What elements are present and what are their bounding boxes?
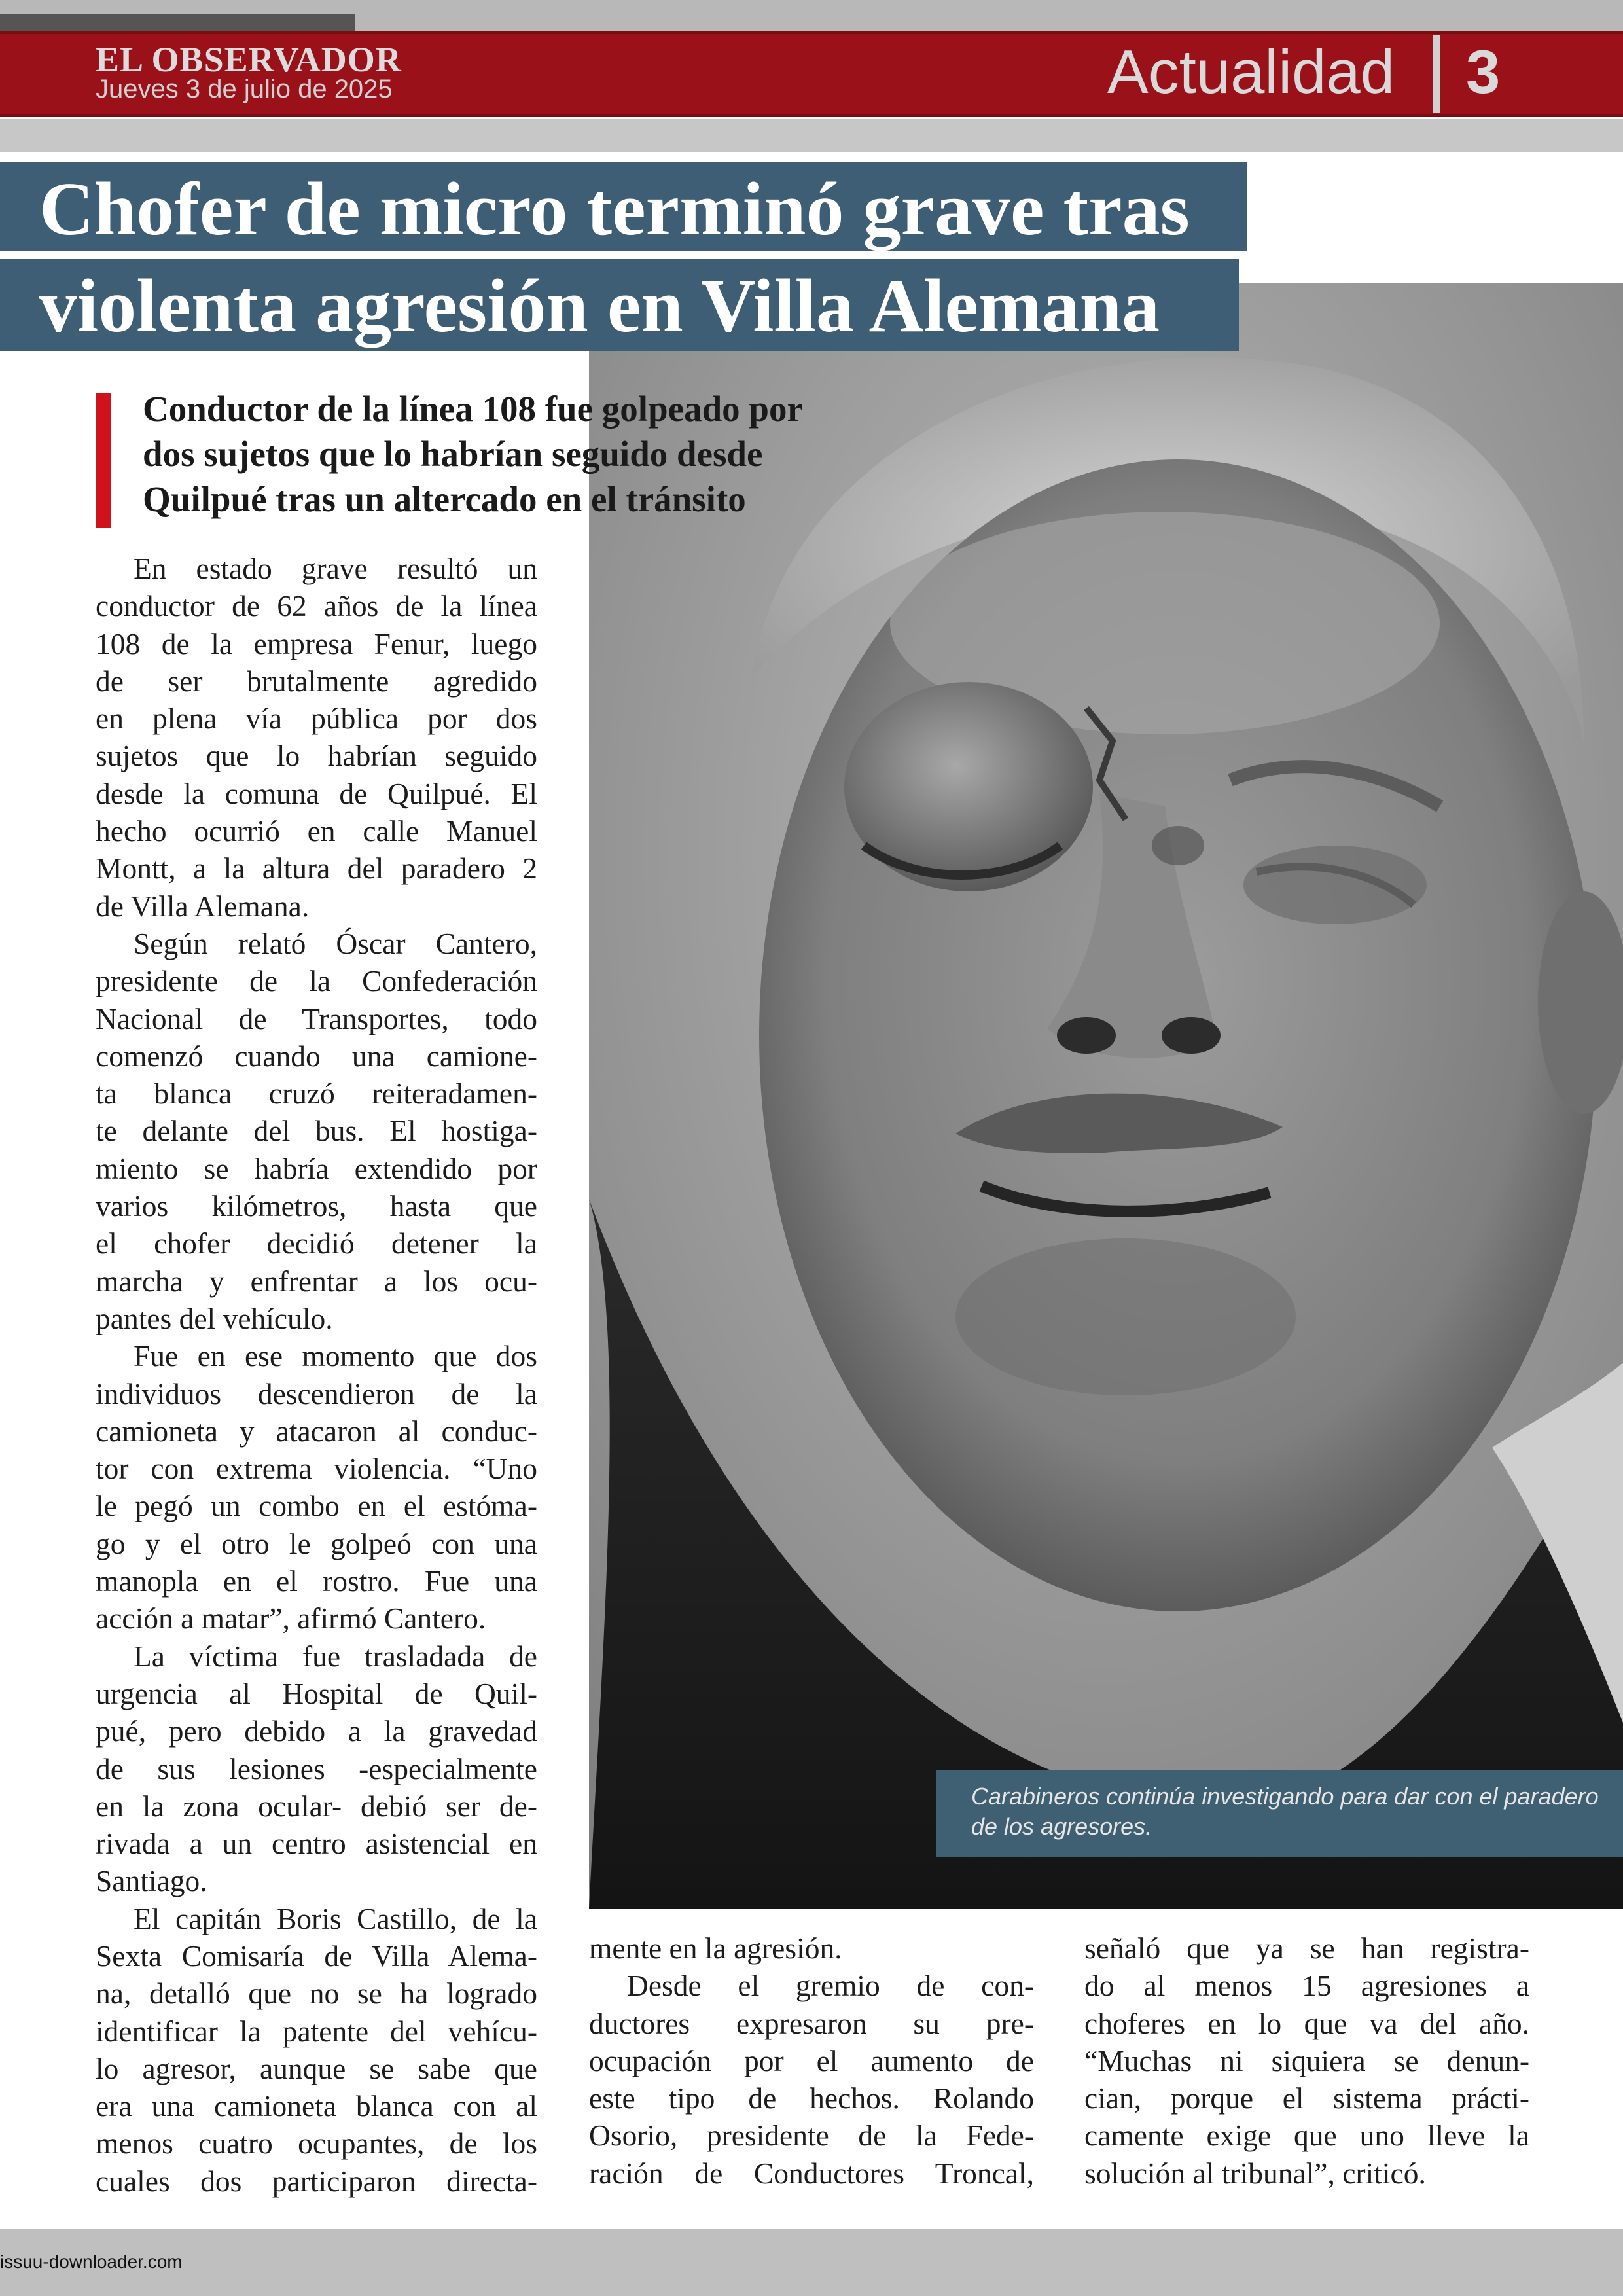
body-line: Sexta Comisaría de Villa Alema-: [96, 1939, 537, 1973]
body-line: Fue en ese momento que dos: [134, 1339, 537, 1373]
body-line: Santiago.: [96, 1864, 207, 1898]
body-line: cian, porque el sistema prácti-: [1084, 2081, 1529, 2115]
body-line: pantes del vehículo.: [96, 1301, 333, 1335]
body-line: manopla en el rostro. Fue una: [96, 1564, 537, 1598]
body-line: ductores expresaron su pre-: [589, 2006, 1034, 2040]
body-line: Según relató Óscar Cantero,: [134, 926, 537, 960]
body-line: de ser brutalmente agredido: [96, 664, 537, 698]
body-line: individuos descendieron de la: [96, 1376, 537, 1410]
body-line: comenzó cuando una camione-: [96, 1039, 537, 1073]
body-line: choferes en lo que va del año.: [1084, 2006, 1529, 2040]
body-line: le pegó un combo en el estóma-: [96, 1489, 537, 1523]
body-line: desde la comuna de Quilpué. El: [96, 776, 537, 810]
body-line: El capitán Boris Castillo, de la: [134, 1901, 537, 1935]
body-line: identificar la patente del vehícu-: [96, 2014, 537, 2048]
body-column-3: [1084, 1929, 1529, 2192]
body-line: el chofer decidió detener la: [96, 1227, 537, 1261]
masthead: EL OBSERVADOR: [96, 40, 402, 79]
body-line: camente exige que uno lleve la: [1084, 2119, 1529, 2153]
body-line: na, detalló que no se ha logrado: [96, 1977, 537, 2011]
body-line: go y el otro le golpeó con una: [96, 1526, 537, 1560]
deck-line: Quilpué tras un altercado en el tránsito: [143, 479, 746, 519]
body-line: tor con extrema violencia. “Uno: [96, 1452, 537, 1486]
body-line: este tipo de hechos. Rolando: [589, 2081, 1034, 2115]
body-line: de Villa Alemana.: [96, 889, 310, 923]
body-line: de sus lesiones -especialmente: [96, 1751, 537, 1785]
headline-line-1: Chofer de micro terminó grave tras: [39, 168, 1190, 251]
body-line: sujetos que lo habrían seguido: [96, 739, 537, 773]
header-grey-strip: [0, 119, 1623, 152]
body-line: mente en la agresión.: [589, 1931, 842, 1965]
body-column-1: [96, 550, 537, 2200]
body-line: urgencia al Hospital de Quil-: [96, 1676, 537, 1710]
deck-accent-bar: [96, 393, 111, 528]
body-line: camioneta y atacaron al conduc-: [96, 1414, 537, 1448]
headline-line-2: violenta agresión en Villa Alemana: [39, 264, 1160, 348]
body-line: acción a matar”, afirmó Cantero.: [96, 1602, 486, 1636]
top-dark-tab: [0, 14, 355, 31]
body-line: 108 de la empresa Fenur, luego: [96, 626, 537, 660]
issue-date: Jueves 3 de julio de 2025: [96, 75, 393, 103]
body-line: lo agresor, aunque se sabe que: [96, 2051, 537, 2085]
article-photo: [589, 283, 1623, 1909]
section-title: Actualidad: [1107, 37, 1395, 106]
body-line: conductor de 62 años de la línea: [96, 589, 537, 623]
body-line: en plena vía pública por dos: [96, 702, 537, 736]
footer-credit: issuu-downloader.com: [0, 2251, 183, 2272]
body-line: En estado grave resultó un: [134, 552, 537, 585]
body-line: varios kilómetros, hasta que: [96, 1189, 537, 1223]
body-line: ta blanca cruzó reiteradamen-: [96, 1077, 537, 1111]
section-divider: [1433, 35, 1440, 113]
body-line: La víctima fue trasladada de: [134, 1639, 537, 1673]
body-line: hecho ocurrió en calle Manuel: [96, 814, 537, 848]
body-line: en la zona ocular- debió ser de-: [96, 1789, 537, 1823]
body-line: ración de Conductores Troncal,: [589, 2156, 1034, 2190]
body-line: Desde el gremio de con-: [627, 1969, 1034, 2003]
body-line: do al menos 15 agresiones a: [1084, 1969, 1529, 2003]
body-line: “Muchas ni siquiera se denun-: [1084, 2043, 1529, 2077]
body-line: era una camioneta blanca con al: [96, 2089, 537, 2123]
body-line: señaló que ya se han registra-: [1084, 1931, 1529, 1965]
page-number: 3: [1466, 37, 1501, 106]
body-column-2: [589, 1929, 1034, 2192]
body-line: ocupación por el aumento de: [589, 2043, 1034, 2077]
body-line: menos cuatro ocupantes, de los: [96, 2126, 537, 2161]
body-line: presidente de la Confederación: [96, 964, 537, 998]
body-line: Osorio, presidente de la Fede-: [589, 2119, 1034, 2153]
body-line: solución al tribunal”, criticó.: [1084, 2156, 1426, 2190]
injured-face-photo: [589, 283, 1623, 1909]
body-line: cuales dos participaron directa-: [96, 2164, 537, 2198]
body-line: Montt, a la altura del paradero 2: [96, 852, 537, 886]
body-line: miento se habría extendido por: [96, 1151, 537, 1185]
body-line: rivada a un centro asistencial en: [96, 1827, 537, 1861]
deck-line: dos sujetos que lo habrían seguido desde: [143, 434, 763, 474]
deck: [143, 386, 993, 522]
body-line: marcha y enfrentar a los ocu-: [96, 1264, 537, 1298]
body-line: Nacional de Transportes, todo: [96, 1001, 537, 1035]
deck-line: Conductor de la línea 108 fue golpeado por: [143, 389, 803, 429]
body-line: te delante del bus. El hostiga-: [96, 1114, 537, 1148]
photo-caption: Carabineros continúa investigando para dar con el paradero de los agresores.: [971, 1783, 1599, 1840]
body-line: pué, pero debido a la gravedad: [96, 1714, 537, 1748]
